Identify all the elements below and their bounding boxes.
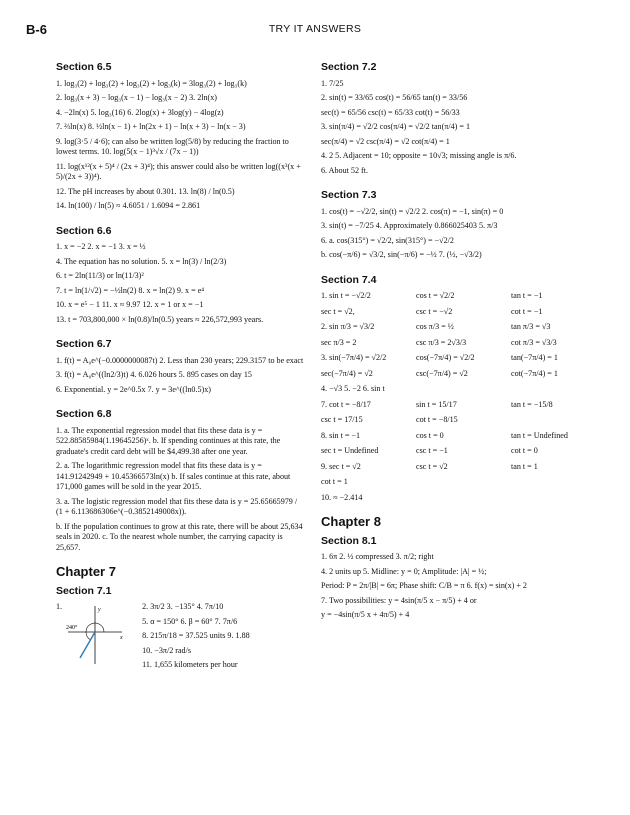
cell: 10. ≈ −2.414 xyxy=(321,492,363,502)
cell: cos π/3 = ½ xyxy=(416,322,454,331)
cell: 8. sin t = −1 xyxy=(321,430,361,440)
answer-line: 1. 6π 2. ½ compressed 3. π/2; right xyxy=(321,552,434,561)
answer-line: 2. a. The logarithmic regression model that fits these data is y = 141.91242949 + 10.45366573ln(x) b. If sales continue at this rate, about 171,000 games will be sold in the year 2015. xyxy=(56,461,291,491)
answer-row xyxy=(321,462,607,473)
answer-line: 3. f(t) = A₀e^((ln2/3)t) 4. 6.026 hours 5. 895 cases on day 15 xyxy=(56,370,252,379)
answer-line: 10. x = e⁵ − 1 11. x ≈ 9.97 12. x = 1 or x = −1 xyxy=(56,300,204,309)
answer-line: 2. 3π/2 3. −135° 4. 7π/10 xyxy=(142,602,224,611)
cell: tan t = −1 xyxy=(511,291,543,300)
section-7-4 xyxy=(321,275,607,504)
section-7-1 xyxy=(56,602,304,675)
answer-line: 7. ⅔ln(x) 8. ½ln(x − 1) + ln(2x + 1) − ln(x + 3) − ln(x − 3) xyxy=(56,122,246,131)
cell: 2. sin π/3 = √3/2 xyxy=(321,322,375,331)
answer-line: b. If the population continues to grow at this rate, there will be about 25,634 seals in 2020. c. To the nearest whole number, the carrying capacity is 25,657. xyxy=(56,521,303,552)
answer-row xyxy=(321,384,607,395)
chapter-7 xyxy=(56,564,304,675)
section-6-6 xyxy=(56,226,304,326)
cell: sin t = 15/17 xyxy=(416,399,457,409)
answer-line: 1. x = −2 2. x = −1 3. x = ½ xyxy=(56,242,146,251)
chapter-8 xyxy=(321,514,607,621)
terminal-side-ray xyxy=(80,632,95,658)
cell: csc π/3 = 2√3/3 xyxy=(416,337,467,347)
answer-line: sec(t) = 65/56 csc(t) = 65/33 cot(t) = 56/33 xyxy=(321,107,460,117)
cell: cot(−7π/4) = 1 xyxy=(511,368,558,378)
cell: tan t = 1 xyxy=(511,461,538,471)
answer-line: 11. log(x¹²(x + 5)⁴ / (2x + 3)⁴); this answer could also be written log((x³(x + 5)/(2x + 3))⁴). xyxy=(56,161,301,181)
cell: cos(−7π/4) = √2/2 xyxy=(416,353,475,362)
answer-row xyxy=(321,338,607,349)
answer-line: sec(π/4) = √2 csc(π/4) = √2 cot(π/4) = 1 xyxy=(321,136,450,146)
cell: 7. cot t = −8/17 xyxy=(321,399,371,409)
answer-row xyxy=(321,369,607,380)
cell: csc t = √2 xyxy=(416,461,448,471)
answer-line: 6. Exponential. y = 2e^0.5x 7. y = 3e^((ln0.5)x) xyxy=(56,384,211,394)
cell: cot t = 0 xyxy=(511,446,538,455)
answer-line: 2. sin(t) = 33/65 cos(t) = 56/65 tan(t) = 33/56 xyxy=(321,93,468,102)
answer-line: 1. cos(t) = −√2/2, sin(t) = √2/2 2. cos(π) = −1, sin(π) = 0 xyxy=(321,206,504,216)
left-column xyxy=(56,62,304,675)
answer-line: 4. 2 units up 5. Midline: y = 0; Amplitude: |A| = ½; xyxy=(321,566,487,576)
answer-row xyxy=(321,446,607,457)
chapter-title: Chapter 8 xyxy=(321,514,381,529)
answer-line: 10. −3π/2 rad/s xyxy=(142,645,191,655)
answer-line: 13. t = 703,800,000 × ln(0.8)/ln(0.5) years ≈ 226,572,993 years. xyxy=(56,314,264,324)
cell: tan t = Undefined xyxy=(511,430,568,440)
page-header-title: TRY IT ANSWERS xyxy=(268,23,362,35)
answer-row xyxy=(321,353,607,364)
answer-row xyxy=(321,415,607,426)
cell: 9. sec t = √2 xyxy=(321,461,361,471)
angle-240-diagram xyxy=(64,602,126,668)
item-number: 1. xyxy=(56,602,63,611)
section-title: Section 7.4 xyxy=(321,273,377,286)
axis-x-label: x xyxy=(120,635,123,641)
answer-line: 14. ln(100) / ln(5) ≈ 4.6051 / 1.6094 = 2.861 xyxy=(56,201,201,210)
answer-line: 4. −2ln(x) 5. log₃(16) 6. 2log(x) + 3log(y) − 4log(z) xyxy=(56,107,224,117)
cell: sec π/3 = 2 xyxy=(321,337,357,347)
answer-row xyxy=(321,307,607,318)
axis-y-label: y xyxy=(98,607,101,613)
section-7-2 xyxy=(321,62,607,176)
section-title: Section 7.2 xyxy=(321,61,377,73)
cell: 4. −√3 5. −2 6. sin t xyxy=(321,384,385,393)
cell: cos t = 0 xyxy=(416,430,444,440)
cell: sec(−7π/4) = √2 xyxy=(321,368,373,378)
answer-row xyxy=(321,291,607,302)
answer-line: 6. a. cos(315°) = √2/2, sin(315°) = −√2/2 xyxy=(321,235,454,245)
answer-line: 7. t = ln(1/√2) = −½ln(2) 8. x = ln(2) 9. x = e⁴ xyxy=(56,285,205,295)
section-title: Section 7.3 xyxy=(321,189,377,201)
cell: csc t = −1 xyxy=(416,446,448,455)
section-6-8 xyxy=(56,409,304,553)
cell: 3. sin(−7π/4) = √2/2 xyxy=(321,353,387,362)
answer-line: 1. a. The exponential regression model that fits these data is y = 522.88585984(1.19645256)ˣ. b. If spending continues at this rate, the graduate's credit card debt will be $4,499.38 after one year. xyxy=(56,425,281,456)
answer-line: 1. f(t) = A₀e^(−0.0000000087t) 2. Less than 230 years; 229.3157 to be exact xyxy=(56,355,304,365)
section-7-3 xyxy=(321,190,607,261)
answer-row xyxy=(321,477,607,488)
answer-line: 3. a. The logistic regression model that fits these data is y = 25.65665979 / (1 + 6.113686306e^(−0.3852149008x)). xyxy=(56,496,298,516)
section-title: Section 7.1 xyxy=(56,584,112,597)
cell: sec t = Undefined xyxy=(321,446,379,455)
angle-label: 240° xyxy=(66,625,78,631)
answer-row xyxy=(321,322,607,333)
section-title: Section 8.1 xyxy=(321,534,377,547)
section-6-7 xyxy=(56,339,304,395)
cell: tan(−7π/4) = 1 xyxy=(511,353,558,362)
answer-line: 1. log₃(2) + log₃(2) + log₃(2) + log₃(k) = 3log₃(2) + log₃(k) xyxy=(56,78,247,88)
answer-line: 1. 7/25 xyxy=(321,78,344,88)
answer-line: 3. sin(π/4) = √2/2 cos(π/4) = √2/2 tan(π/4) = 1 xyxy=(321,122,471,131)
cell: cot t = 1 xyxy=(321,477,348,486)
answer-row xyxy=(321,400,607,411)
cell: csc t = −√2 xyxy=(416,306,453,316)
angle-diagram xyxy=(56,602,126,675)
cell: 1. sin t = −√2/2 xyxy=(321,291,371,300)
right-column xyxy=(321,62,607,625)
section-6-5 xyxy=(56,62,304,212)
section-title: Section 6.8 xyxy=(56,408,112,420)
cell: tan π/3 = √3 xyxy=(511,322,551,331)
answer-line: 2. log₃(x + 3) − log₃(x − 1) − log₃(x − 2) 3. 2ln(x) xyxy=(56,93,217,102)
cell: sec t = √2, xyxy=(321,306,355,316)
answer-line: 9. log(3·5 / 4·6); can also be written log(5/8) by reducing the fraction to lowest terms. 10. log(5(x − 1)³√x / (7x − 1)) xyxy=(56,136,289,156)
section-7-1-answers xyxy=(142,602,250,675)
answer-line: 5. α = 150° 6. β = 60° 7. 7π/6 xyxy=(142,616,238,626)
cell: cos t = √2/2 xyxy=(416,291,455,300)
answer-line: 12. The pH increases by about 0.301. 13. ln(8) / ln(0.5) xyxy=(56,186,235,196)
answer-line: 8. 215π/18 = 37.525 units 9. 1.88 xyxy=(142,631,250,640)
answer-line: 4. The equation has no solution. 5. x = ln(3) / ln(2/3) xyxy=(56,256,227,266)
answer-line: Period: P = 2π/|B| = 6π; Phase shift: C/B = π 6. f(x) = sin(x) + 2 xyxy=(321,581,527,590)
cell: csc t = 17/15 xyxy=(321,415,363,424)
answer-line: y = −4sin(π/5 x + 4π/5) + 4 xyxy=(321,610,410,619)
answer-line: 7. Two possibilities: y = 4sin(π/5 x − π/5) + 4 or xyxy=(321,595,477,605)
answer-line: 11. 1,655 kilometers per hour xyxy=(142,660,238,669)
answer-line: 6. About 52 ft. xyxy=(321,165,368,175)
chapter-title: Chapter 7 xyxy=(56,564,116,579)
answer-row xyxy=(321,493,607,504)
section-title: Section 6.6 xyxy=(56,224,112,237)
answer-line: b. cos(−π/6) = √3/2, sin(−π/6) = −½ 7. (½, −√3/2) xyxy=(321,250,482,259)
cell: tan t = −15/8 xyxy=(511,399,553,409)
cell: cot t = −1 xyxy=(511,306,543,316)
answer-row xyxy=(321,431,607,442)
cell: cot t = −8/15 xyxy=(416,415,458,424)
cell: cot π/3 = √3/3 xyxy=(511,337,557,347)
answer-line: 3. sin(t) = −7/25 4. Approximately 0.866025403 5. π/3 xyxy=(321,221,498,230)
answer-line: 4. 2 5. Adjacent = 10; opposite = 10√3; missing angle is π/6. xyxy=(321,151,517,160)
page-number: B-6 xyxy=(26,22,47,37)
cell: csc(−7π/4) = √2 xyxy=(416,368,468,378)
answer-line: 6. t = 2ln(11/3) or ln(11/3)² xyxy=(56,271,144,280)
section-title: Section 6.7 xyxy=(56,338,112,350)
section-title: Section 6.5 xyxy=(56,61,112,73)
